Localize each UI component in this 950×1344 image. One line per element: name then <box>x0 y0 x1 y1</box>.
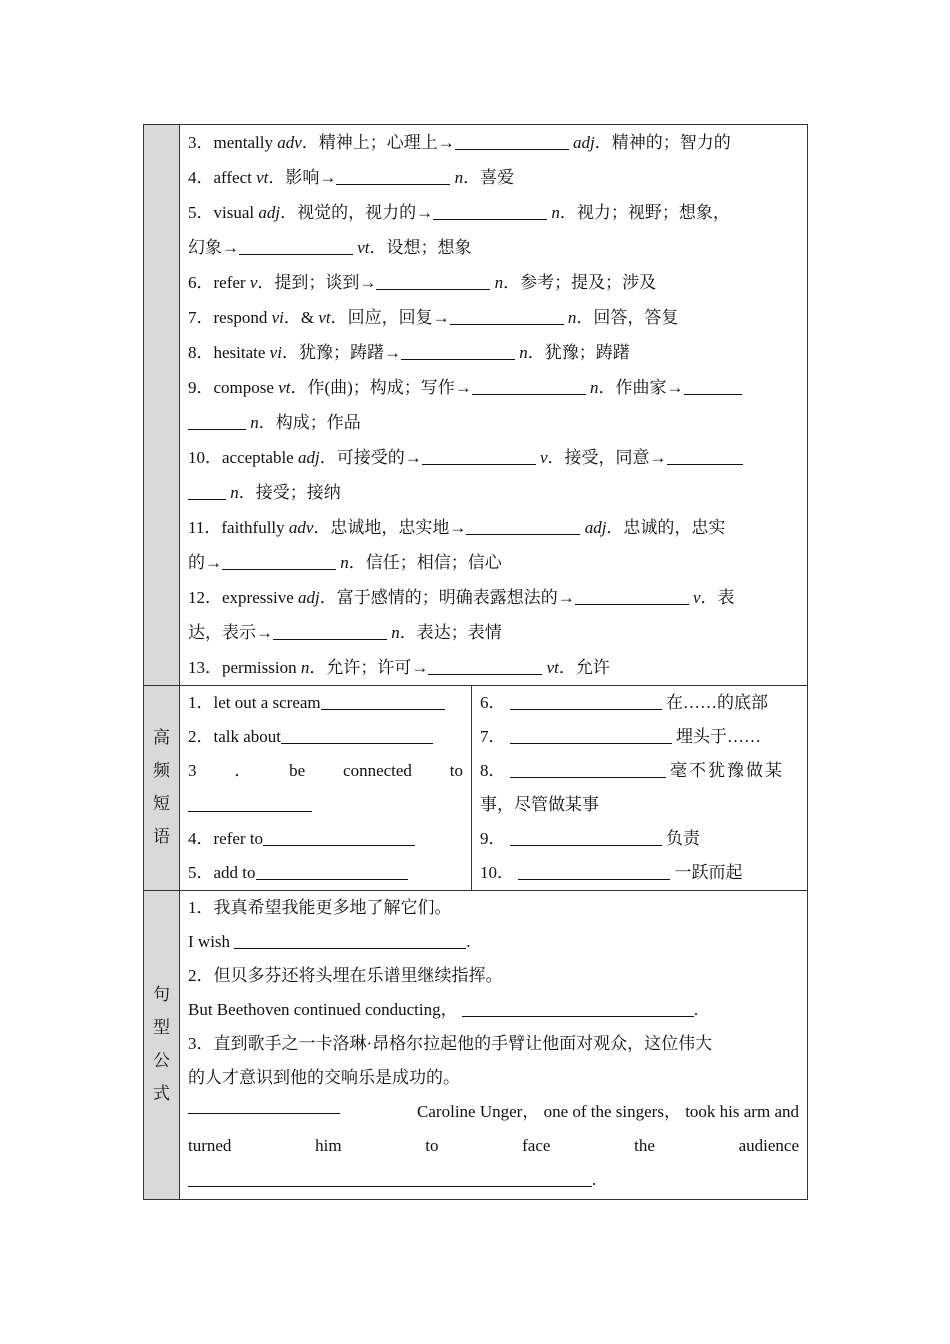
vocab-item: 9．compose vt．作(曲)；构成；写作→ n．作曲家→ <box>188 370 799 405</box>
vocab-item: 8．hesitate vi．犹豫；踌躇→ n．犹豫；踌躇 <box>188 343 630 362</box>
answer-blank[interactable] <box>455 131 569 150</box>
vocab-item-cont: 幻象→ vt．设想；想象 <box>188 238 472 257</box>
answer-blank[interactable] <box>401 341 515 360</box>
answer-blank[interactable] <box>222 551 336 570</box>
answer-blank[interactable] <box>518 861 670 880</box>
answer-blank[interactable] <box>256 861 408 880</box>
answer-blank[interactable] <box>188 1095 340 1114</box>
answer-blank[interactable] <box>234 930 466 949</box>
answer-blank[interactable] <box>472 376 586 395</box>
answer-blank[interactable] <box>510 725 672 744</box>
answer-blank[interactable] <box>188 793 312 812</box>
answer-blank[interactable] <box>281 725 433 744</box>
vocab-item: 11．faithfully adv．忠诚地，忠实地→ adj．忠诚的，忠实 <box>188 518 726 537</box>
vocab-item: 10．acceptable adj．可接受的→ v．接受，同意→ <box>188 440 799 475</box>
answer-blank[interactable] <box>510 759 666 778</box>
vocab-item: 3．mentally adv．精神上；心理上→ adj．精神的；智力的 <box>188 133 731 152</box>
phrase-item: 1．let out a scream <box>188 686 463 720</box>
answer-blank[interactable] <box>263 827 415 846</box>
phrase-item: 6． 在……的底部 <box>480 693 768 712</box>
phrase-item: 10． 一跃而起 <box>480 863 743 882</box>
vocab-item: 4．affect vt．影响→ n．喜爱 <box>188 168 515 187</box>
sentence-en: Caroline Unger， one of the singers， took his arm and <box>188 1095 799 1129</box>
vocab-item-cont: n．构成；作品 <box>188 405 799 440</box>
answer-blank[interactable] <box>450 306 564 325</box>
sentence-cn: 3．直到歌手之一卡洛琳·昂格尔拉起他的手臂让他面对观众，这位伟大 <box>188 1034 713 1053</box>
answer-blank[interactable] <box>510 827 662 846</box>
vocab-item: 12．expressive adj．富于感情的；明确表露想法的→ v．表 <box>188 588 735 607</box>
answer-blank[interactable] <box>462 998 694 1017</box>
phrase-item: 9． 负责 <box>480 829 700 848</box>
sentences-label: 句 型 公 式 <box>144 891 180 1200</box>
sentence-cn: 2．但贝多芬还将头埋在乐谱里继续指挥。 <box>188 966 503 985</box>
answer-blank[interactable] <box>575 586 689 605</box>
answer-blank[interactable] <box>376 271 490 290</box>
phrases-label: 高 频 短 语 <box>144 686 180 891</box>
phrase-item: 5．add to <box>188 856 463 890</box>
phrase-item-cont <box>188 788 463 822</box>
phrase-item: 2．talk about <box>188 720 463 754</box>
sentence-en: But Beethoven continued conducting， . <box>188 1000 699 1019</box>
vocab-list <box>188 125 799 685</box>
answer-blank[interactable] <box>188 481 226 500</box>
vocab-item: 7．respond vi．& vt．回应，回复→ n．回答，答复 <box>188 308 679 327</box>
vocab-item-cont: 的→ n．信任；相信；信心 <box>188 553 502 572</box>
vocab-side-cell <box>144 125 180 686</box>
phrase-item-cont: 事，尽管做某事 <box>480 795 599 814</box>
vocab-item-cont: 达，表示→ n．表达；表情 <box>188 623 502 642</box>
answer-blank[interactable] <box>684 376 742 395</box>
answer-blank[interactable] <box>188 1168 592 1187</box>
answer-blank[interactable] <box>510 691 662 710</box>
answer-blank[interactable] <box>188 411 246 430</box>
answer-blank[interactable] <box>321 691 445 710</box>
vocab-item: 6．refer v．提到；谈到→ n．参考；提及；涉及 <box>188 273 657 292</box>
phrases-right <box>472 686 808 891</box>
sentence-en: I wish . <box>188 932 471 951</box>
answer-blank[interactable] <box>433 201 547 220</box>
vocab-row <box>144 125 808 686</box>
phrase-item: 3 ． be connected to <box>188 761 463 780</box>
answer-blank[interactable] <box>466 516 580 535</box>
phrases-left <box>180 686 472 891</box>
sentence-en: . <box>188 1163 799 1197</box>
answer-blank[interactable] <box>422 446 536 465</box>
vocab-item: 5．visual adj．视觉的，视力的→ n．视力；视野；想象， <box>188 203 730 222</box>
vocab-cell <box>180 125 808 686</box>
vocab-item: 13．permission n．允许；许可→ vt．允许 <box>188 658 610 677</box>
sentence-cn: 1．我真希望我能更多地了解它们。 <box>188 898 452 917</box>
answer-blank[interactable] <box>428 656 542 675</box>
answer-blank[interactable] <box>667 446 743 465</box>
sentence-en: turned him to face the audience <box>188 1136 799 1155</box>
sentences-row <box>144 891 808 1200</box>
phrases-row <box>144 686 808 891</box>
vocab-item-cont: n．接受；接纳 <box>188 475 799 510</box>
phrase-item: 4．refer to <box>188 822 463 856</box>
answer-blank[interactable] <box>336 166 450 185</box>
worksheet-table <box>143 124 808 1200</box>
sentences-cell <box>180 891 808 1200</box>
answer-blank[interactable] <box>239 236 353 255</box>
answer-blank[interactable] <box>273 621 387 640</box>
phrase-item: 8． 毫不犹豫做某 <box>480 761 784 780</box>
phrase-item: 7． 埋头于…… <box>480 727 761 746</box>
sentence-cn: 的人才意识到他的交响乐是成功的。 <box>188 1068 460 1087</box>
